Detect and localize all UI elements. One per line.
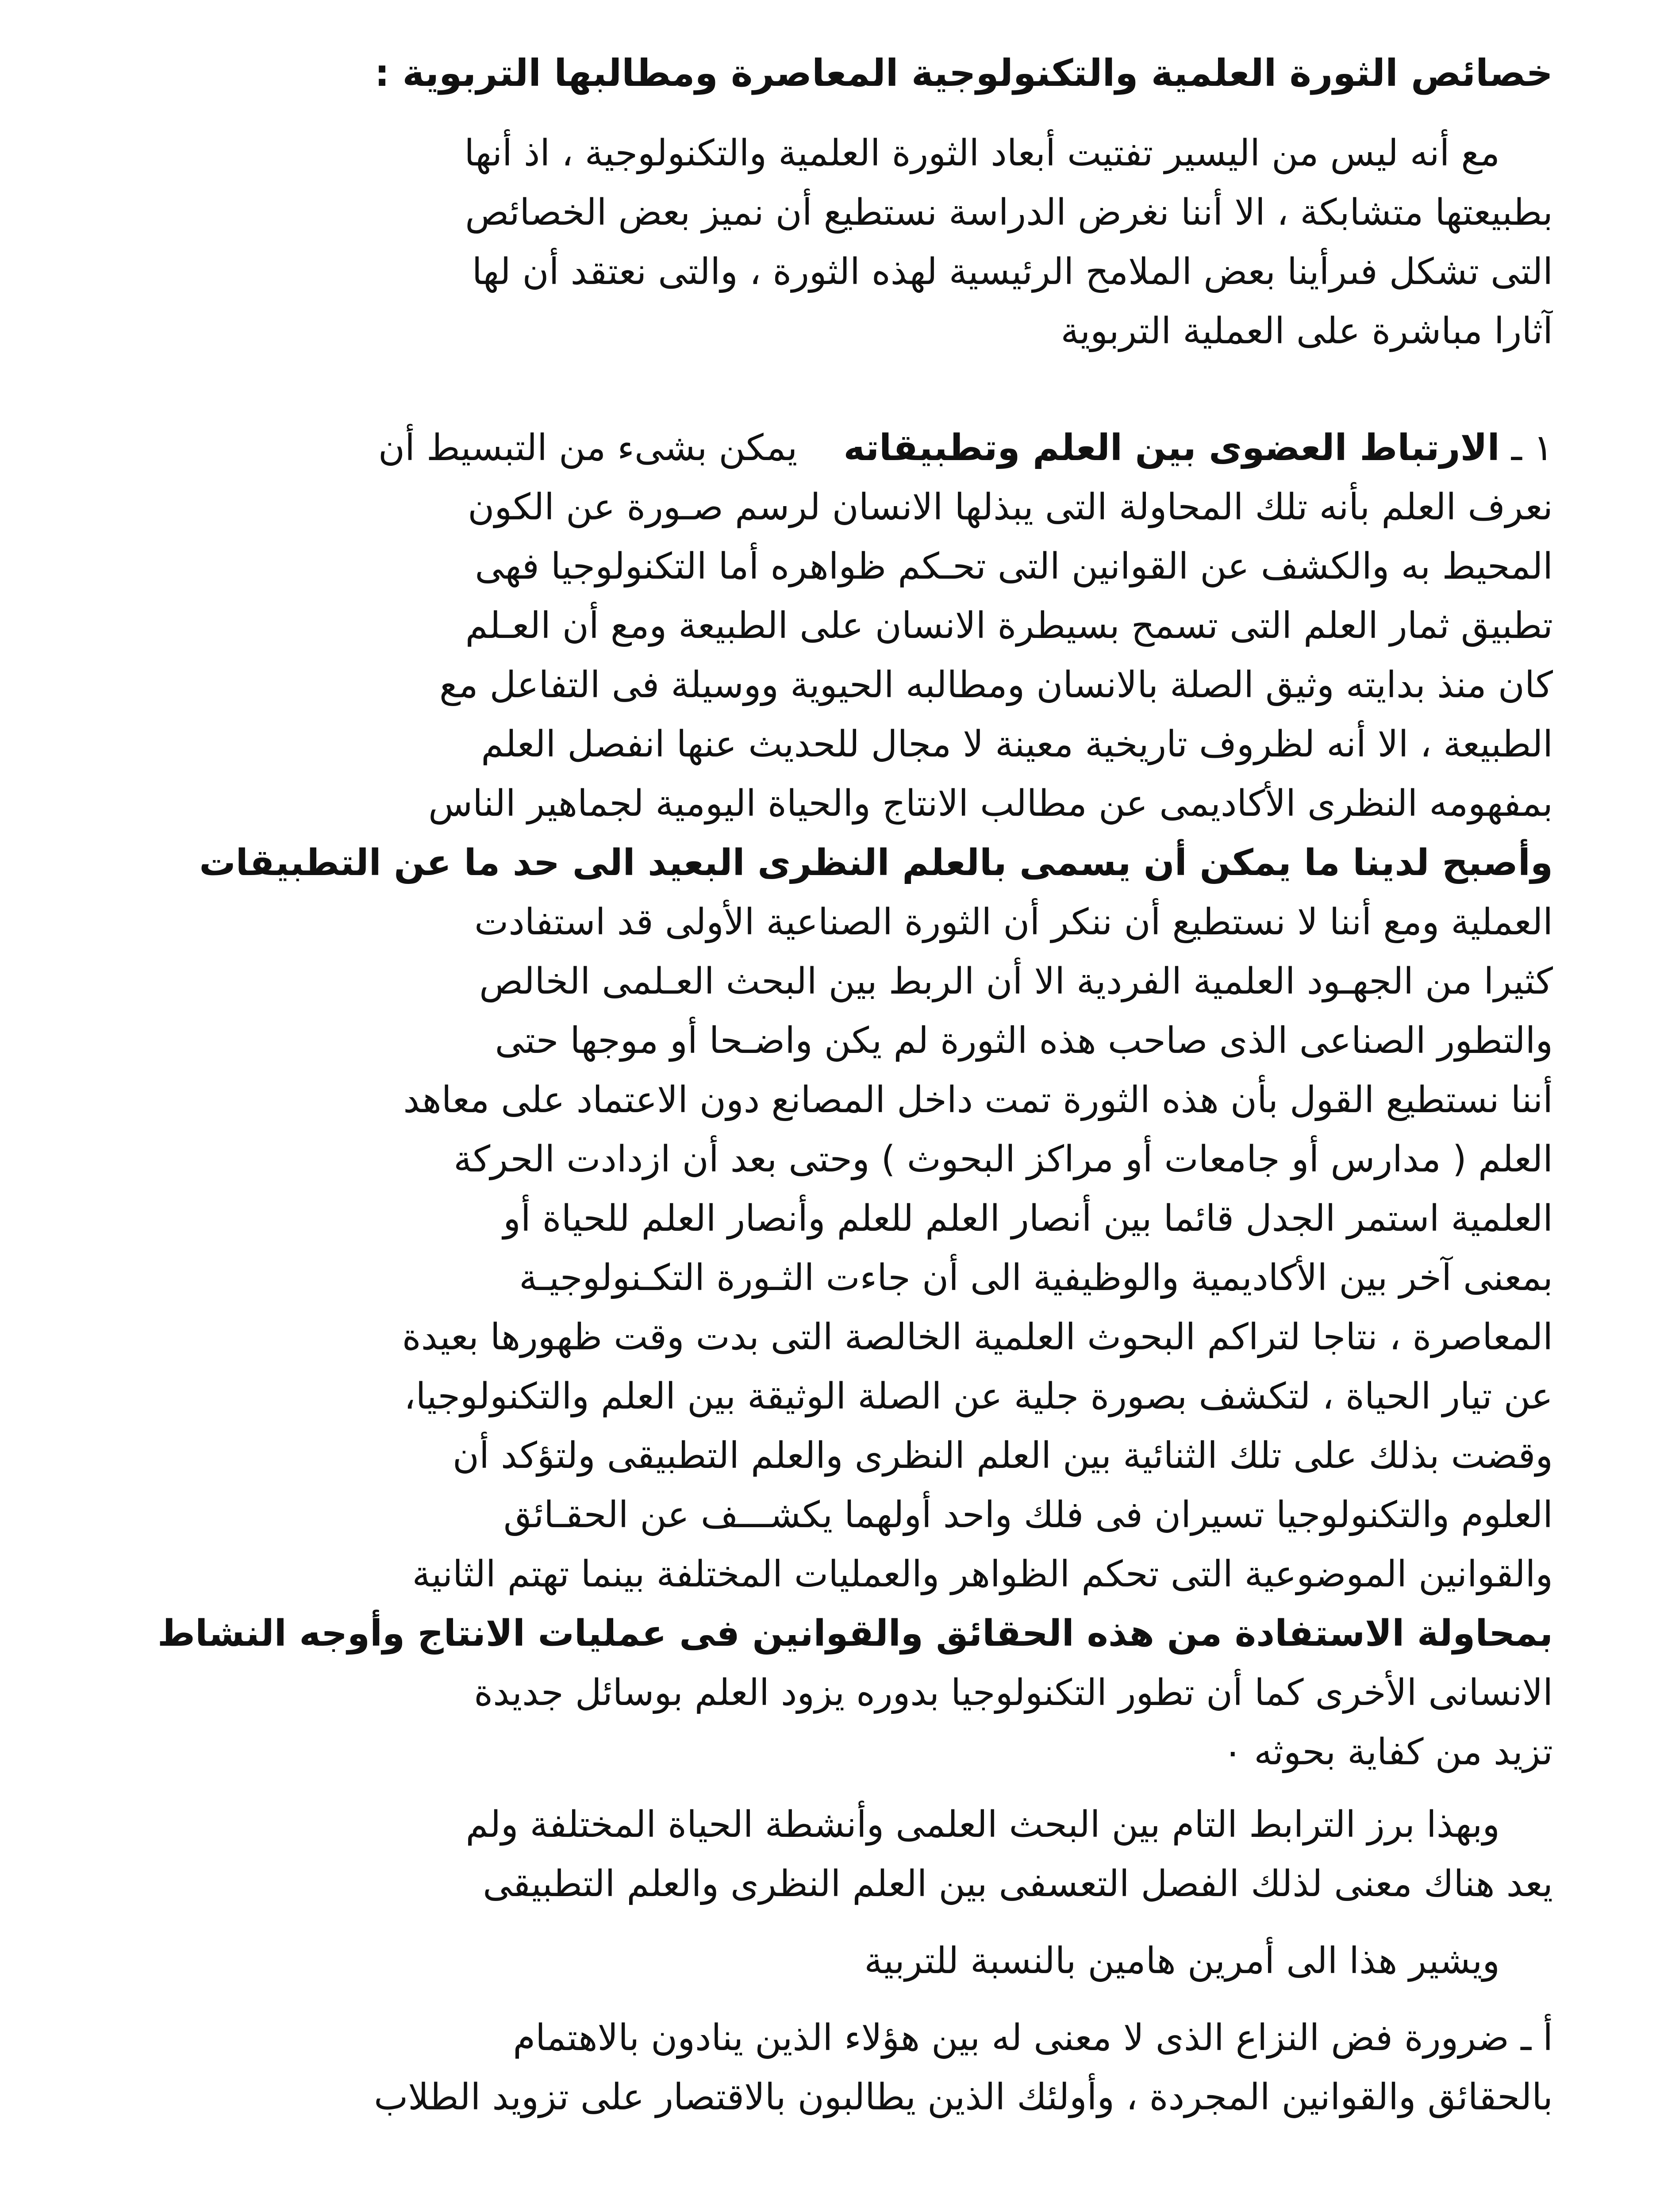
intro-paragraph [111, 124, 1553, 361]
item-number: ١ ـ [1511, 427, 1553, 469]
paragraph-line: آثارا مباشرة على العملية التربوية [1061, 310, 1553, 352]
organic-link-paragraph [111, 419, 1553, 1782]
paragraph-line: المحيط به والكشف عن القوانين التى تحـكم ظواهره أما التكنولوجيا فهى [475, 545, 1553, 588]
paragraph-line: أننا نستطيع القول بأن هذه الثورة تمت داخل المصانع دون الاعتماد على معاهد [403, 1079, 1553, 1121]
paragraph-line: أ ـ ضرورة فض النزاع الذى لا معنى له بين هؤلاء الذين ينادون بالاهتمام [513, 2017, 1553, 2059]
paragraph-line: كان منذ بدايته وثيق الصلة بالانسان ومطالبه الحيوية ووسيلة فى التفاعل مع [439, 664, 1553, 706]
paragraph-line: الطبيعة ، الا أنه لظروف تاريخية معينة لا مجال للحديث عنها انفصل العلم [481, 723, 1553, 765]
section-heading: خصائص الثورة العلمية والتكنولوجية المعاصرة ومطالبها التربوية : [374, 51, 1553, 95]
paragraph-line: بمحاولة الاستفادة من هذه الحقائق والقوانين فى عمليات الانتاج وأوجه النشاط [157, 1613, 1553, 1655]
paragraph-line: عن تيار الحياة ، لتكشف بصورة جلية عن الصلة الوثيقة بين العلم والتكنولوجيا، [404, 1375, 1553, 1417]
paragraph-line: والتطور الصناعى الذى صاحب هذه الثورة لم يكن واضـحا أو موجها حتى [495, 1020, 1553, 1062]
paragraph-line: الانسانى الأخرى كما أن تطور التكنولوجيا بدوره يزود العلم بوسائل جديدة [474, 1672, 1553, 1714]
paragraph-line: بمفهومه النظرى الأكاديمى عن مطالب الانتاج والحياة اليومية لجماهير الناس [428, 783, 1553, 825]
paragraph-line: بمعنى آخر بين الأكاديمية والوظيفية الى أن جاءت الثـورة التكـنولوجيـة [519, 1257, 1553, 1299]
paragraph-line: العلوم والتكنولوجيا تسيران فى فلك واحد أولهما يكشـــف عن الحقـائق [503, 1494, 1553, 1536]
paragraph-line: تطبيق ثمار العلم التى تسمح بسيطرة الانسان على الطبيعة ومع أن العـلم [465, 605, 1553, 647]
paragraph-line: بطبيعتها متشابكة ، الا أننا نغرض الدراسة نستطيع أن نميز بعض الخصائص [465, 192, 1553, 234]
implications-intro [111, 1932, 1553, 1991]
paragraph-line: تزيد من كفاية بحوثه ٠ [1223, 1731, 1553, 1773]
paragraph-line [111, 419, 1553, 478]
paragraph-line: التى تشكل فىرأينا بعض الملامح الرئيسية لهذه الثورة ، والتى نعتقد أن لها [472, 251, 1553, 293]
paragraph-line: المعاصرة ، نتاجا لتراكم البحوث العلمية الخالصة التى بدت وقت ظهورها بعيدة [402, 1316, 1553, 1358]
paragraph-line: وأصبح لدينا ما يمكن أن يسمى بالعلم النظرى البعيد الى حد ما عن التطبيقات [199, 842, 1553, 884]
item-lead-rest: يمكن بشىء من التبسيط أن [378, 427, 798, 469]
paragraph-line: ويشير هذا الى أمرين هامين بالنسبة للتربية [864, 1940, 1500, 1982]
paragraph-line: بالحقائق والقوانين المجردة ، وأولئك الذين يطالبون بالاقتصار على تزويد الطلاب [374, 2076, 1553, 2118]
paragraph-line: العملية ومع أننا لا نستطيع أن ننكر أن الثورة الصناعية الأولى قد استفادت [474, 901, 1553, 943]
implication-a-paragraph [111, 2008, 1553, 2127]
paragraph-line: يعد هناك معنى لذلك الفصل التعسفى بين العلم النظرى والعلم التطبيقى [483, 1863, 1553, 1905]
paragraph-line: العلمية استمر الجدل قائما بين أنصار العلم للعلم وأنصار العلم للحياة أو [503, 1198, 1553, 1240]
paragraph-line: نعرف العلم بأنه تلك المحاولة التى يبذلها الانسان لرسم صـورة عن الكون [468, 486, 1553, 528]
paragraph-line: العلم ( مدارس أو جامعات أو مراكز البحوث ) وحتى بعد أن ازدادت الحركة [453, 1138, 1553, 1180]
paragraph-line: وبهذا برز الترابط التام بين البحث العلمى وأنشطة الحياة المختلفة ولم [465, 1804, 1500, 1846]
item-lead-title: الارتباط العضوى بين العلم وتطبيقاته [843, 427, 1500, 469]
integration-paragraph [111, 1795, 1553, 1914]
paragraph-line: كثيرا من الجهـود العلمية الفردية الا أن الربط بين البحث العـلمى الخالص [479, 960, 1553, 1002]
paragraph-line: والقوانين الموضوعية التى تحكم الظواهر والعمليات المختلفة بينما تهتم الثانية [412, 1553, 1553, 1595]
document-page [111, 40, 1553, 2212]
paragraph-line: وقضت بذلك على تلك الثنائية بين العلم النظرى والعلم التطبيقى ولتؤكد أن [452, 1435, 1553, 1477]
paragraph-line: مع أنه ليس من اليسير تفتيت أبعاد الثورة العلمية والتكنولوجية ، اذ أنها [464, 132, 1500, 174]
